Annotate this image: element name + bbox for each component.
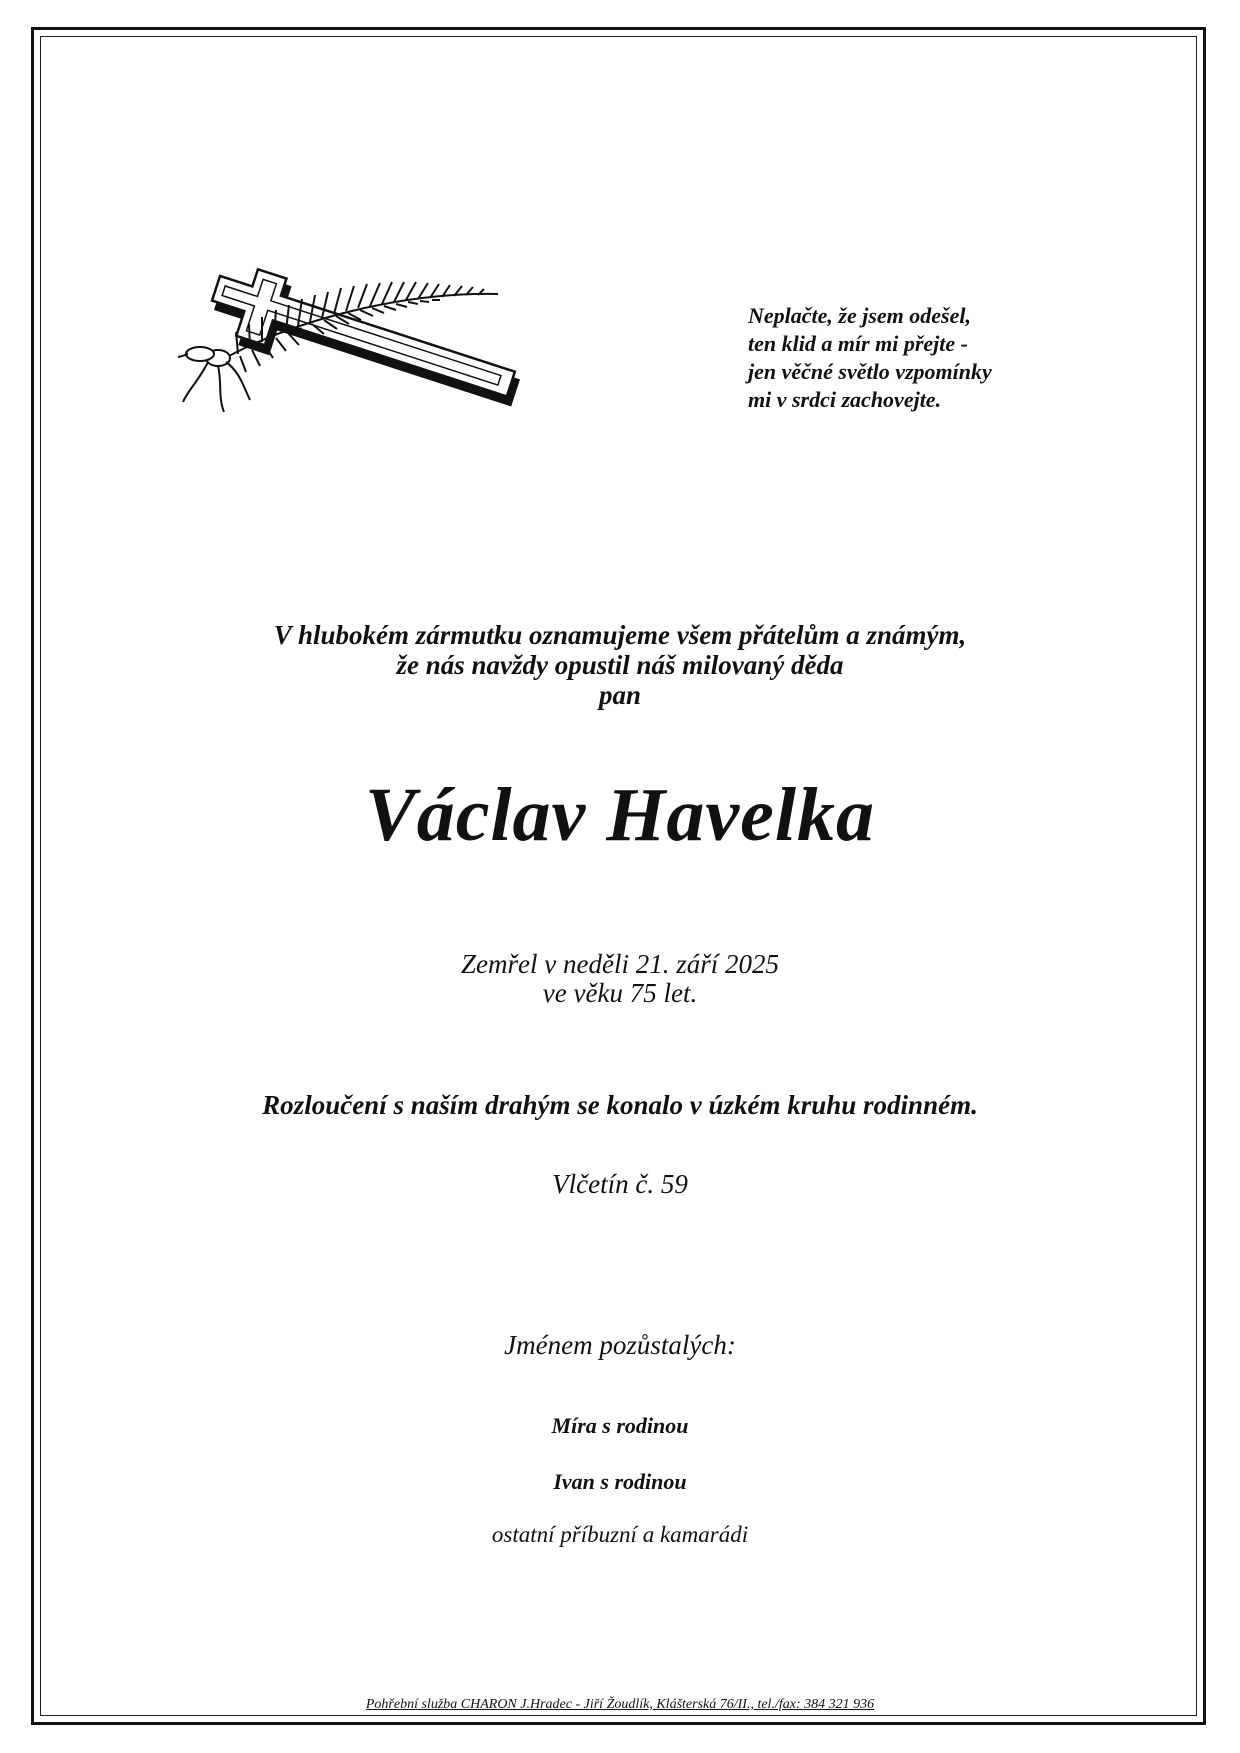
poem bbox=[748, 302, 992, 414]
mourner-name: Ivan s rodinou bbox=[553, 1469, 687, 1494]
intro-line: že nás navždy opustil náš milovaný děda bbox=[396, 650, 844, 680]
deceased-name: Václav Havelka bbox=[365, 773, 875, 857]
poem-line: jen věčné světlo vzpomínky bbox=[748, 359, 992, 384]
mourner-name: Míra s rodinou bbox=[551, 1413, 689, 1438]
intro-line: pan bbox=[598, 680, 642, 710]
poem-line: mi v srdci zachovejte. bbox=[748, 387, 942, 412]
poem-line: Neplačte, že jsem odešel, bbox=[748, 303, 971, 328]
cross-with-palm-branch-icon bbox=[178, 262, 558, 432]
other-mourners: ostatní příbuzní a kamarádi bbox=[491, 1522, 749, 1547]
announcement-intro bbox=[0, 620, 1240, 710]
funeral-service-footer bbox=[0, 1696, 1240, 1714]
address: Vlčetín č. 59 bbox=[552, 1169, 688, 1199]
death-age: ve věku 75 let. bbox=[542, 978, 698, 1008]
footer-text: Pohřební služba CHARON J.Hradec - Jiří Žoudlík, Klášterská 76/II., tel./fax: 384 321 936 bbox=[365, 1697, 875, 1712]
death-info bbox=[0, 950, 1240, 1008]
death-date: Zemřel v neděli 21. září 2025 bbox=[461, 949, 779, 979]
poem-line: ten klid a mír mi přejte - bbox=[748, 331, 968, 356]
farewell-note: Rozloučení s naším drahým se konalo v úzkém kruhu rodinném. bbox=[262, 1090, 978, 1120]
mourners-heading: Jménem pozůstalých: bbox=[504, 1330, 736, 1360]
intro-line: V hlubokém zármutku oznamujeme všem přátelům a známým, bbox=[273, 620, 967, 650]
